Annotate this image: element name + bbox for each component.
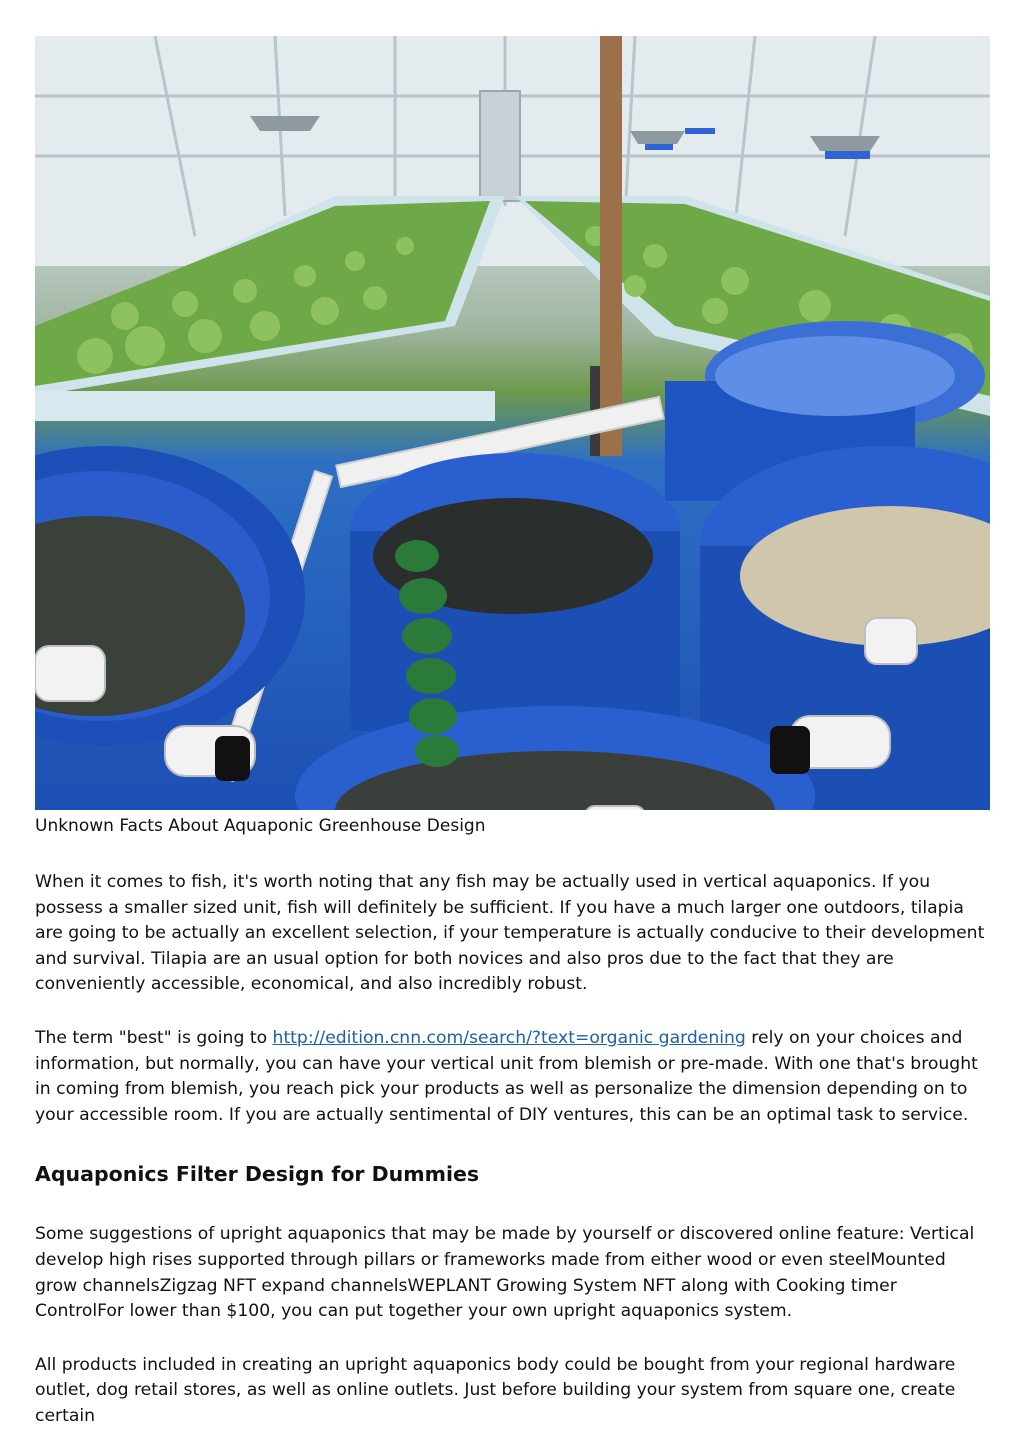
greenhouse-illustration <box>35 36 990 810</box>
paragraph-text-before-link: The term "best" is going to <box>35 1027 273 1048</box>
section-heading: Aquaponics Filter Design for Dummies <box>35 1162 480 1187</box>
paragraph-best-choice <box>35 1026 990 1128</box>
aquaponic-greenhouse-photo <box>35 36 990 810</box>
organic-gardening-link[interactable]: http://edition.cnn.com/search/?text=organic gardening <box>272 1027 746 1048</box>
image-caption: Unknown Facts About Aquaponic Greenhouse Design <box>35 816 486 836</box>
paragraph-fish-selection: When it comes to fish, it's worth noting that any fish may be actually used in vertical aquaponics. If you possess a smaller sized unit, fish will definitely be sufficient. If you have a much larger one outdoors, tilapia are going to be actually an excellent selection, if your temperature is actually conducive to their development and survival. Tilapia are an usual option for both novices and also pros due to the fact that they are conveniently accessible, economical, and also incredibly robust. <box>35 872 985 995</box>
paragraph-upright-suggestions: Some suggestions of upright aquaponics that may be made by yourself or discovered online feature: Vertical develop high rises supported through pillars or frameworks made from either wood or even steelMounted grow channelsZigzag NFT expand channelsWEPLANT Growing System NFT along with Cooking timer ControlFor lower than $100, you can put together your own upright aquaponics system. <box>35 1224 975 1322</box>
article <box>35 36 990 1430</box>
paragraph-text-after-link: rely on your choices and information, but normally, you can have your vertical unit from blemish or pre-made. With one that's brought in coming from blemish, you reach pick your products as well as personalize the dimension depending on to your accessible room. If you are actually sentimental of DIY ventures, this can be an optimal task to service. <box>35 1027 978 1125</box>
paragraph-products: All products included in creating an upright aquaponics body could be bought from your regional hardware outlet, dog retail stores, as well as online outlets. Just before building your system from square one, create certain <box>35 1354 956 1426</box>
